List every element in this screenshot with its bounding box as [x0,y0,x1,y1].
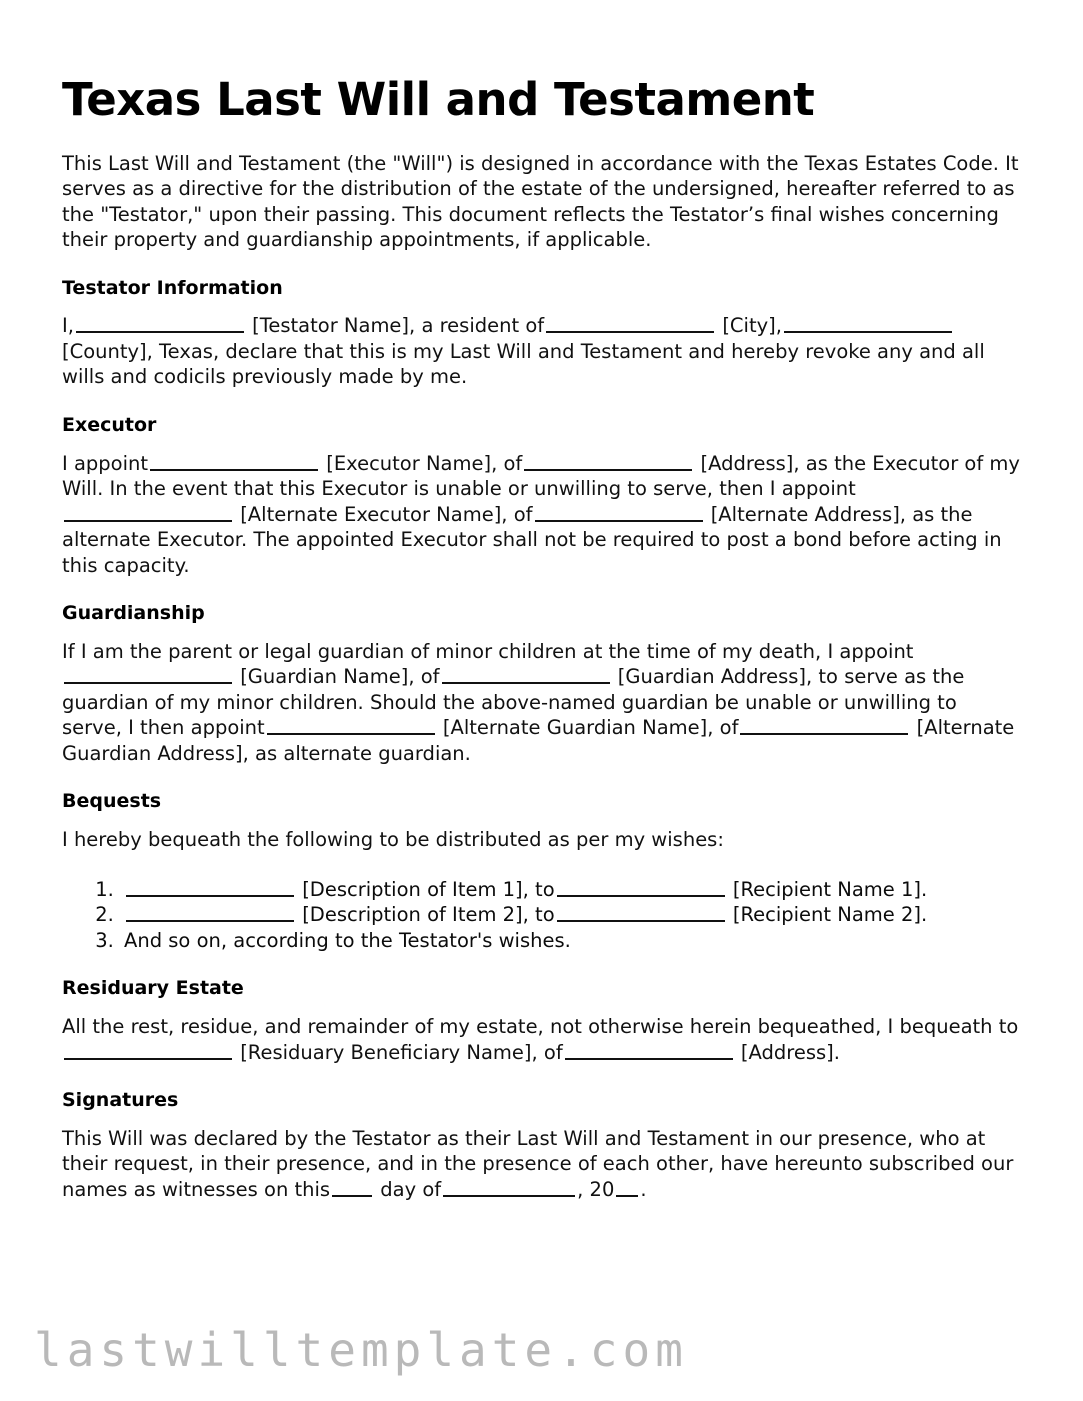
bequest-item-1-after: [Recipient Name 1]. [732,877,928,901]
guardianship-text-5: [Alternate Guardian Address], as alternate guardian. [62,716,1015,765]
blank-executor-name[interactable] [150,454,318,471]
intro-paragraph: This Last Will and Testament (the "Will") is designed in accordance with the Texas Estates Code. It serves as a directive for the distribution of the estate of the undersigned, hereafter referred to as the "Testator," upon their passing. This document reflects the Testator’s final wishes concerning their property and guardianship appointments, if applicable. [62,151,1019,252]
bequests-list [62,877,1021,954]
blank-item-2-description[interactable] [126,905,294,922]
blank-alternate-guardian-address[interactable] [740,718,908,735]
blank-alternate-executor-name[interactable] [64,505,232,522]
list-item [120,928,1021,954]
executor-text-5: [Alternate Address], as the alternate Executor. The appointed Executor shall not be required to post a bond before acting in this capacity. [62,502,1002,577]
testator-text-3: [City], [722,314,782,338]
list-item [120,902,1021,928]
bequest-item-2-after: [Recipient Name 2]. [732,903,928,927]
testator-text-2: [Testator Name], a resident of [252,314,545,338]
executor-text-2: [Executor Name], of [326,451,523,475]
section-heading-guardianship: Guardianship [62,602,205,625]
blank-alternate-guardian-name[interactable] [267,718,435,735]
blank-county[interactable] [784,316,952,333]
guardianship-text-2: [Guardian Name], of [240,665,440,689]
guardianship-text-1: If I am the parent or legal guardian of minor children at the time of my death, I appoint [62,639,914,663]
page-title: Texas Last Will and Testament [62,73,815,126]
signatures-text-1: This Will was declared by the Testator as their Last Will and Testament in our presence, who at their request, in their presence, and in the presence of each other, have hereunto subscribed our names as witnesses on this [62,1126,1014,1201]
section-heading-signatures: Signatures [62,1089,179,1112]
residuary-estate-paragraph [62,1014,1021,1065]
blank-city[interactable] [546,316,714,333]
testator-text-4: [County], Texas, declare that this is my Last Will and Testament and hereby revoke any and all wills and codicils previously made by me. [62,339,985,389]
signatures-text-4: . [640,1177,647,1201]
guardianship-text-4: [Alternate Guardian Name], of [442,716,739,740]
blank-alternate-executor-address[interactable] [535,505,703,522]
executor-paragraph [62,451,1021,579]
blank-item-1-description[interactable] [126,880,294,897]
blank-year[interactable] [616,1180,638,1197]
section-heading-residuary-estate: Residuary Estate [62,977,244,1000]
section-heading-bequests: Bequests [62,790,162,813]
blank-residuary-address[interactable] [565,1043,733,1060]
list-item [120,877,1021,903]
bequest-item-3-after: And so on, according to the Testator's wishes. [124,928,571,952]
blank-residuary-beneficiary-name[interactable] [64,1043,232,1060]
bequests-intro: I hereby bequeath the following to be distributed as per my wishes: [62,828,724,852]
blank-executor-address[interactable] [524,454,692,471]
blank-testator-name[interactable] [76,316,244,333]
site-watermark: lastwilltemplate.com [34,1323,688,1377]
blank-guardian-address[interactable] [442,667,610,684]
blank-item-1-recipient[interactable] [557,880,725,897]
residuary-text-2: [Residuary Beneficiary Name], of [240,1040,563,1064]
guardianship-paragraph [62,639,1021,767]
signatures-text-3: , 20 [577,1177,615,1201]
residuary-text-1: All the rest, residue, and remainder of my estate, not otherwise herein bequeathed, I bequeath to [62,1015,1019,1039]
bequest-item-1-mid: [Description of Item 1], to [302,877,555,901]
testator-information-paragraph [62,313,1021,390]
section-heading-testator-information: Testator Information [62,276,283,299]
signatures-paragraph [62,1126,1021,1203]
blank-month[interactable] [443,1180,575,1197]
guardianship-text-3: [Guardian Address], to serve as the guardian of my minor children. Should the above-named guardian be unable or unwilling to serve, I then appoint [62,665,965,740]
blank-day[interactable] [332,1180,372,1197]
section-heading-executor: Executor [62,413,157,436]
blank-guardian-name[interactable] [64,667,232,684]
signatures-text-2: day of [380,1177,442,1201]
residuary-text-3: [Address]. [740,1040,840,1064]
executor-text-1: I appoint [62,451,149,475]
testator-text-1: I, [62,314,74,338]
blank-item-2-recipient[interactable] [557,905,725,922]
bequest-item-2-mid: [Description of Item 2], to [302,903,555,927]
executor-text-3: [Address], as the Executor of my Will. In the event that this Executor is unable or unwilling to serve, then I appoint [62,451,1020,501]
executor-text-4: [Alternate Executor Name], of [240,502,533,526]
